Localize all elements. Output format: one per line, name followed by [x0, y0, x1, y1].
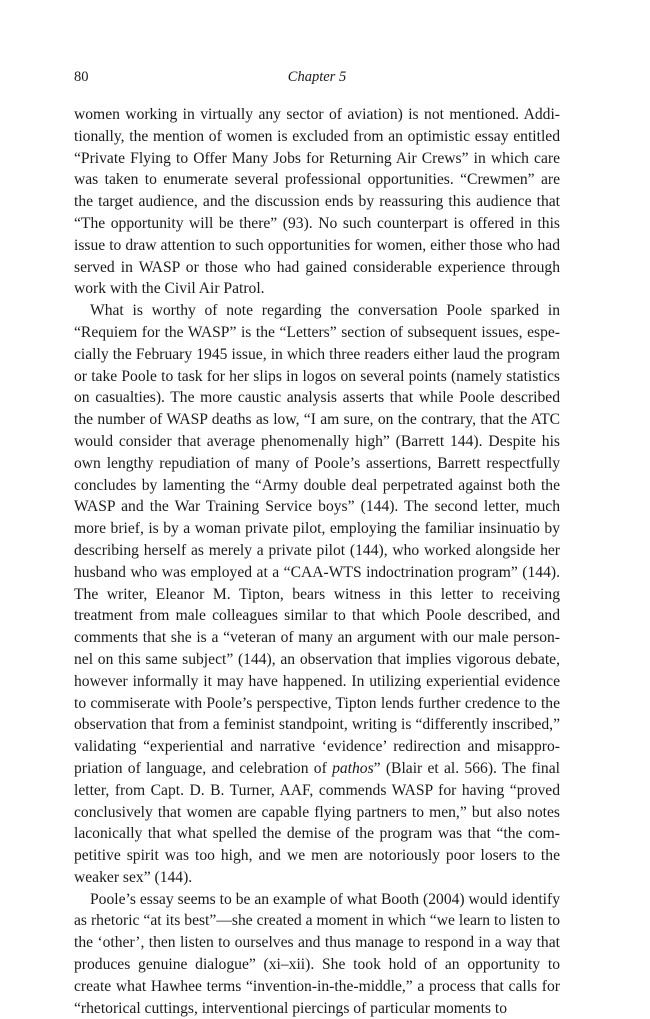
- paragraph-2-text-end: ” (Blair et al. 566). The final letter, from Capt. D. B. Turner, AAF, commends WASP for having “proved conclusively that women are capable flying partners to men,” but also notes laconically that what spelled the demise of the program was that “the competitive spirit was too high, and we men are notoriously poor losers to the weaker sex” (144).: [74, 759, 560, 886]
- paragraph-3: Poole’s essay seems to be an example of what Booth (2004) would identify as rhetoric “at its best”—she created a moment in which “we learn to listen to the ‘other’, then listen to ourselves and thus manage to respond in a way that produces genuine dialogue” (xi–xii). She took hold of an opportunity to create what Hawhee terms “invention-in-the-middle,” a process that calls for “rhetorical cuttings, interventional piercings of particular moments to: [74, 890, 560, 1017]
- paragraph-2-text-start: What is worthy of note regarding the conversation Poole sparked in “Requiem for the WASP” is the “Letters” section of subsequent issues, especially the February 1945 issue, in which three readers either laud the program or take Poole to task for her slips in logos on several points (namely statistics on casualties). The more caustic analysis asserts that while Poole described the number of WASP deaths as low, “I am sure, on the contrary, that the ATC would consider that average phenomenally high” (Barrett 144). Despite his own lengthy repudiation of many of Poole’s assertions, Barrett respectfully concludes by lamenting the “Army double deal perpetrated against both the WASP and the War Training Service boys” (144). The second letter, much more brief, is by a woman private pilot, employing the familiar insinuatio by describing herself as merely a private pilot (144), who worked alongside her husband who was employed at a “CAA-WTS indoctrination program” (144). The writer, Eleanor M. Tipton, bears witness in this letter to receiving treatment from male colleagues similar to that which Poole described, and comments that she is a “veteran of many an argument with our male personnel on this same subject” (144), an observation that implies vigorous debate, however informally it may have happened. In utilizing experiential evidence to commiserate with Poole’s perspective, Tipton lends further credence to the observation that from a feminist standpoint, writing is “differently inscribed,” validating “experiential and narrative ‘evidence’ redirection and misappropriation of language, and celebration of: [74, 302, 560, 777]
- paragraph-1: women working in virtually any sector of aviation) is not mentioned. Additionally, the mention of women is excluded from an optimistic essay entitled “Private Flying to Offer Many Jobs for Returning Air Crews” in which care was taken to enumerate several professional opportunities. “Crewmen” are the target audience, and the discussion ends by reassuring this audience that “The opportunity will be there” (93). No such counterpart is offered in this issue to draw attention to such opportunities for women, either those who had served in WASP or those who had gained considerable experience through work with the Civil Air Patrol.: [74, 106, 560, 298]
- book-page: [74, 66, 560, 1019]
- body-text: [74, 104, 560, 1019]
- paragraph-2: [74, 300, 560, 889]
- running-head: [74, 66, 560, 88]
- paragraph-2-italic-term: pathos: [332, 759, 374, 777]
- chapter-title: Chapter 5: [287, 69, 347, 85]
- page-number: 80: [74, 69, 89, 85]
